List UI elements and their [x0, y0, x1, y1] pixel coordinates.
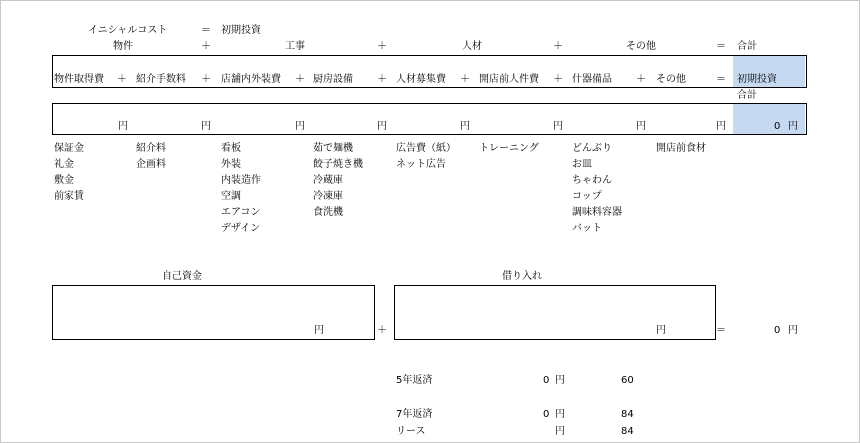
detail-item: エアコン: [221, 207, 261, 218]
borrowing-label: 借り入れ: [502, 271, 542, 282]
item-kitchen-equipment: 厨房設備: [313, 74, 353, 85]
yen-unit: 円: [656, 325, 666, 336]
category-other: その他: [626, 41, 656, 52]
detail-item: 広告費（紙）: [396, 143, 456, 154]
detail-item: 保証金: [54, 143, 84, 154]
equals-sign: ＝: [201, 25, 211, 36]
detail-item: トレーニング: [479, 143, 539, 154]
detail-item: 空調: [221, 191, 241, 202]
plus-sign: ＋: [636, 74, 646, 85]
item-initial-investment: 初期投資: [737, 74, 777, 85]
plus-sign: ＋: [117, 74, 127, 85]
yen-unit: 円: [118, 121, 128, 132]
yen-unit: 円: [314, 325, 324, 336]
detail-item: 外装: [221, 159, 241, 170]
plus-sign: ＋: [201, 74, 211, 85]
yen-unit: 円: [295, 121, 305, 132]
detail-item: 開店前食材: [656, 143, 706, 154]
detail-item: ネット広告: [396, 159, 446, 170]
detail-item: 礼金: [54, 159, 74, 170]
detail-item: コップ: [572, 191, 602, 202]
yen-unit: 円: [460, 121, 470, 132]
plus-sign: ＋: [201, 41, 211, 52]
item-total: 合計: [737, 90, 757, 101]
yen-unit: 円: [555, 426, 565, 437]
own-funds-box: [52, 285, 375, 340]
five-year-value: 0: [543, 375, 550, 386]
equals-sign: ＝: [716, 41, 726, 52]
lease-label: リース: [396, 426, 426, 437]
detail-item: 企画料: [136, 159, 166, 170]
plus-sign: ＋: [295, 74, 305, 85]
borrowing-box: [394, 285, 716, 340]
item-other: その他: [656, 74, 686, 85]
item-preopen-labor: 開店前人件費: [479, 74, 539, 85]
seven-year-value: 0: [543, 409, 550, 420]
detail-item: 前家賃: [54, 191, 84, 202]
own-funds-label: 自己資金: [162, 271, 202, 282]
detail-item: 冷凍庫: [313, 191, 343, 202]
detail-item: ちゃわん: [572, 175, 612, 186]
detail-item: デザイン: [221, 223, 261, 234]
detail-item: 看板: [221, 143, 241, 154]
detail-item: 調味料容器: [572, 207, 622, 218]
category-construction: 工事: [285, 41, 305, 52]
detail-item: 茹で麺機: [313, 143, 353, 154]
five-year-months: 60: [621, 375, 634, 386]
yen-unit: 円: [716, 121, 726, 132]
yen-unit: 円: [201, 121, 211, 132]
initial-investment-label: 初期投資: [221, 25, 261, 36]
equals-sign: ＝: [716, 325, 726, 336]
total-value: 0: [774, 121, 781, 132]
detail-item: 冷蔵庫: [313, 175, 343, 186]
plus-sign: ＋: [460, 74, 470, 85]
yen-unit: 円: [636, 121, 646, 132]
plus-sign: ＋: [553, 74, 563, 85]
lease-months: 84: [621, 426, 634, 437]
amounts-box: [52, 103, 807, 135]
yen-unit: 円: [788, 121, 798, 132]
detail-item: 紹介料: [136, 143, 166, 154]
detail-item: 食洗機: [313, 207, 343, 218]
category-total: 合計: [737, 41, 757, 52]
category-staff: 人材: [462, 41, 482, 52]
plus-sign: ＋: [377, 74, 387, 85]
yen-unit: 円: [553, 121, 563, 132]
item-store-interior: 店舗内外装費: [221, 74, 281, 85]
category-property: 物件: [113, 41, 133, 52]
item-recruitment: 人材募集費: [396, 74, 446, 85]
detail-item: お皿: [572, 159, 592, 170]
seven-year-repayment-label: 7年返済: [396, 409, 433, 420]
plus-sign: ＋: [377, 41, 387, 52]
five-year-repayment-label: 5年返済: [396, 375, 433, 386]
yen-unit: 円: [788, 325, 798, 336]
plus-sign: ＋: [377, 325, 387, 336]
detail-item: 敷金: [54, 175, 74, 186]
item-referral-fee: 紹介手数料: [136, 74, 186, 85]
yen-unit: 円: [555, 375, 565, 386]
seven-year-months: 84: [621, 409, 634, 420]
detail-item: バット: [572, 223, 602, 234]
item-fixtures: 什器備品: [572, 74, 612, 85]
equals-sign: ＝: [716, 74, 726, 85]
item-property-acquisition: 物件取得費: [54, 74, 104, 85]
initial-cost-label: イニシャルコスト: [88, 25, 168, 36]
detail-item: 餃子焼き機: [313, 159, 363, 170]
yen-unit: 円: [377, 121, 387, 132]
detail-item: どんぶり: [572, 143, 612, 154]
plus-sign: ＋: [553, 41, 563, 52]
yen-unit: 円: [555, 409, 565, 420]
funding-total-value: 0: [774, 325, 781, 336]
detail-item: 内装造作: [221, 175, 261, 186]
